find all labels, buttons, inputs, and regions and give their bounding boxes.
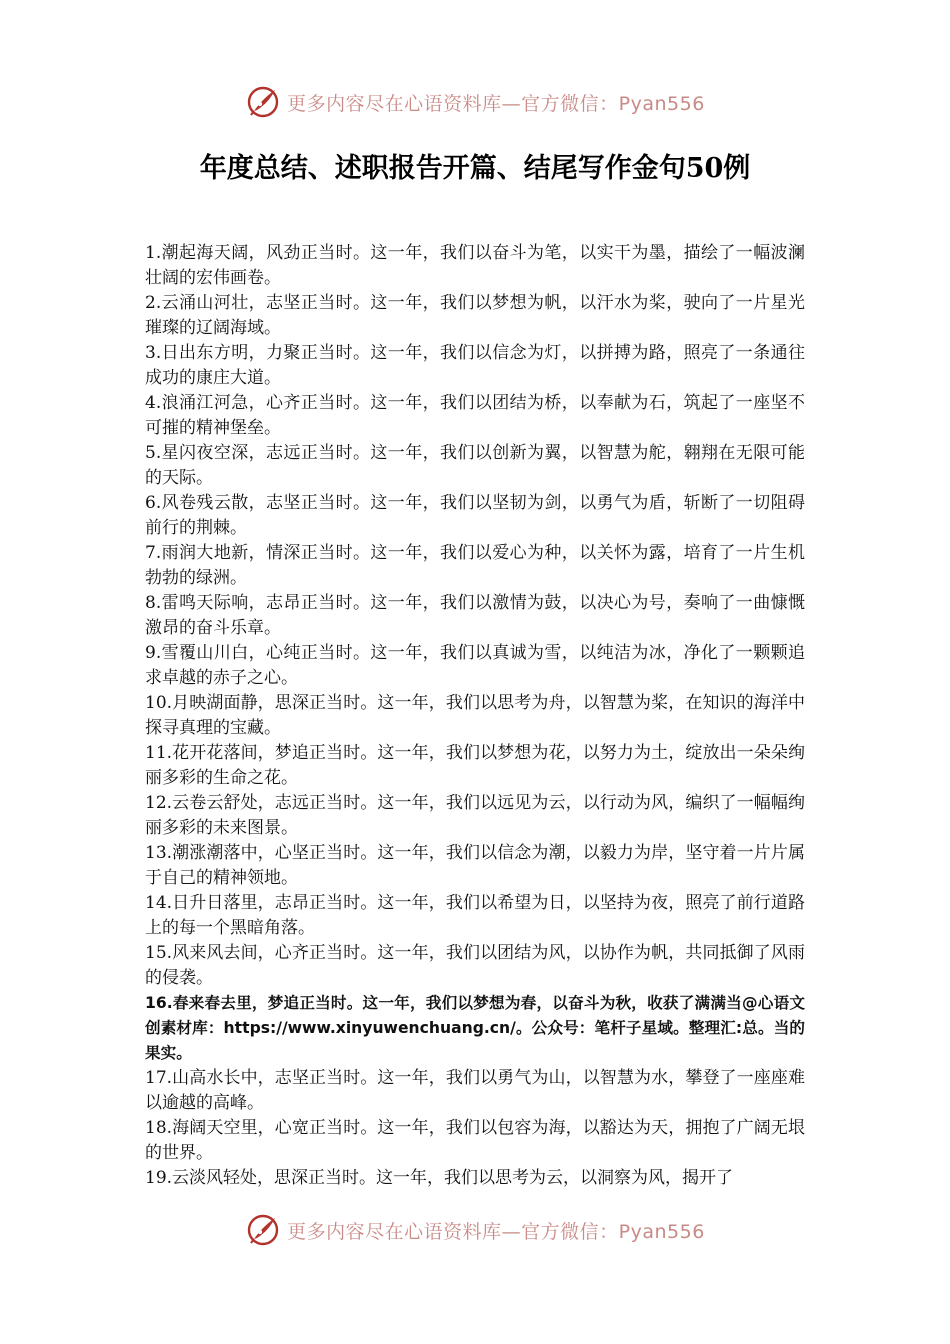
list-item-watermarked: 16.春来春去里，梦追正当时。这一年，我们以梦想为春，以奋斗为秋，收获了满满当@心语文创素材库：https://www.xinyuwenchuang.cn/。公众号：笔杆子星域。整理汇:总。当的果实。 [145,994,805,1062]
list-item: 6.风卷残云散，志坚正当时。这一年，我们以坚韧为剑，以勇气为盾，斩断了一切阻碍前行的荆棘。 [145,493,805,538]
list-item: 17.山高水长中，志坚正当时。这一年，我们以勇气为山，以智慧为水，攀登了一座座难以逾越的高峰。 [145,1068,805,1113]
list-item: 13.潮涨潮落中，心坚正当时。这一年，我们以信念为潮，以毅力为岸，坚守着一片片属于自己的精神领地。 [145,843,805,888]
list-item: 7.雨润大地新，情深正当时。这一年，我们以爱心为种，以关怀为露，培育了一片生机勃勃的绿洲。 [145,543,805,588]
list-item: 9.雪覆山川白，心纯正当时。这一年，我们以真诚为雪，以纯洁为冰，净化了一颗颗追求卓越的赤子之心。 [145,643,805,688]
header-banner [0,82,950,122]
list-item: 4.浪涌江河急，心齐正当时。这一年，我们以团结为桥，以奉献为石，筑起了一座坚不可摧的精神堡垒。 [145,393,805,438]
list-item: 15.风来风去间，心齐正当时。这一年，我们以团结为风，以协作为帆，共同抵御了风雨的侵袭。 [145,943,805,988]
list-item: 11.花开花落间，梦追正当时。这一年，我们以梦想为花，以努力为土，绽放出一朵朵绚丽多彩的生命之花。 [145,743,805,788]
list-item: 10.月映湖面静，思深正当时。这一年，我们以思考为舟，以智慧为桨，在知识的海洋中探寻真理的宝藏。 [145,693,805,738]
list-item: 12.云卷云舒处，志远正当时。这一年，我们以远见为云，以行动为风，编织了一幅幅绚丽多彩的未来图景。 [145,793,805,838]
footer-banner-text: 更多内容尽在心语资料库—官方微信：Pyan556 [287,1220,705,1243]
quill-pen-logo-icon [245,1212,281,1248]
quill-pen-logo-icon [245,84,281,120]
footer-banner [0,1210,950,1250]
document-title: 年度总结、述职报告开篇、结尾写作金句50例 [199,153,751,184]
list-item: 19.云淡风轻处，思深正当时。这一年，我们以思考为云，以洞察为风，揭开了 [145,1168,734,1188]
list-item: 3.日出东方明，力聚正当时。这一年，我们以信念为灯，以拼搏为路，照亮了一条通往成功的康庄大道。 [145,343,805,388]
content-list [145,241,805,1191]
list-item: 14.日升日落里，志昂正当时。这一年，我们以希望为日，以坚持为夜，照亮了前行道路上的每一个黑暗角落。 [145,893,805,938]
list-item: 18.海阔天空里，心宽正当时。这一年，我们以包容为海，以豁达为天，拥抱了广阔无垠的世界。 [145,1118,805,1163]
header-banner-text: 更多内容尽在心语资料库—官方微信：Pyan556 [287,92,705,115]
list-item: 1.潮起海天阔，风劲正当时。这一年，我们以奋斗为笔，以实干为墨，描绘了一幅波澜壮阔的宏伟画卷。 [145,243,805,288]
list-item: 2.云涌山河壮，志坚正当时。这一年，我们以梦想为帆，以汗水为桨，驶向了一片星光璀璨的辽阔海域。 [145,293,805,338]
list-item: 8.雷鸣天际响，志昂正当时。这一年，我们以激情为鼓，以决心为号，奏响了一曲慷慨激昂的奋斗乐章。 [145,593,805,638]
list-item: 5.星闪夜空深，志远正当时。这一年，我们以创新为翼，以智慧为舵，翱翔在无限可能的天际。 [145,443,805,488]
